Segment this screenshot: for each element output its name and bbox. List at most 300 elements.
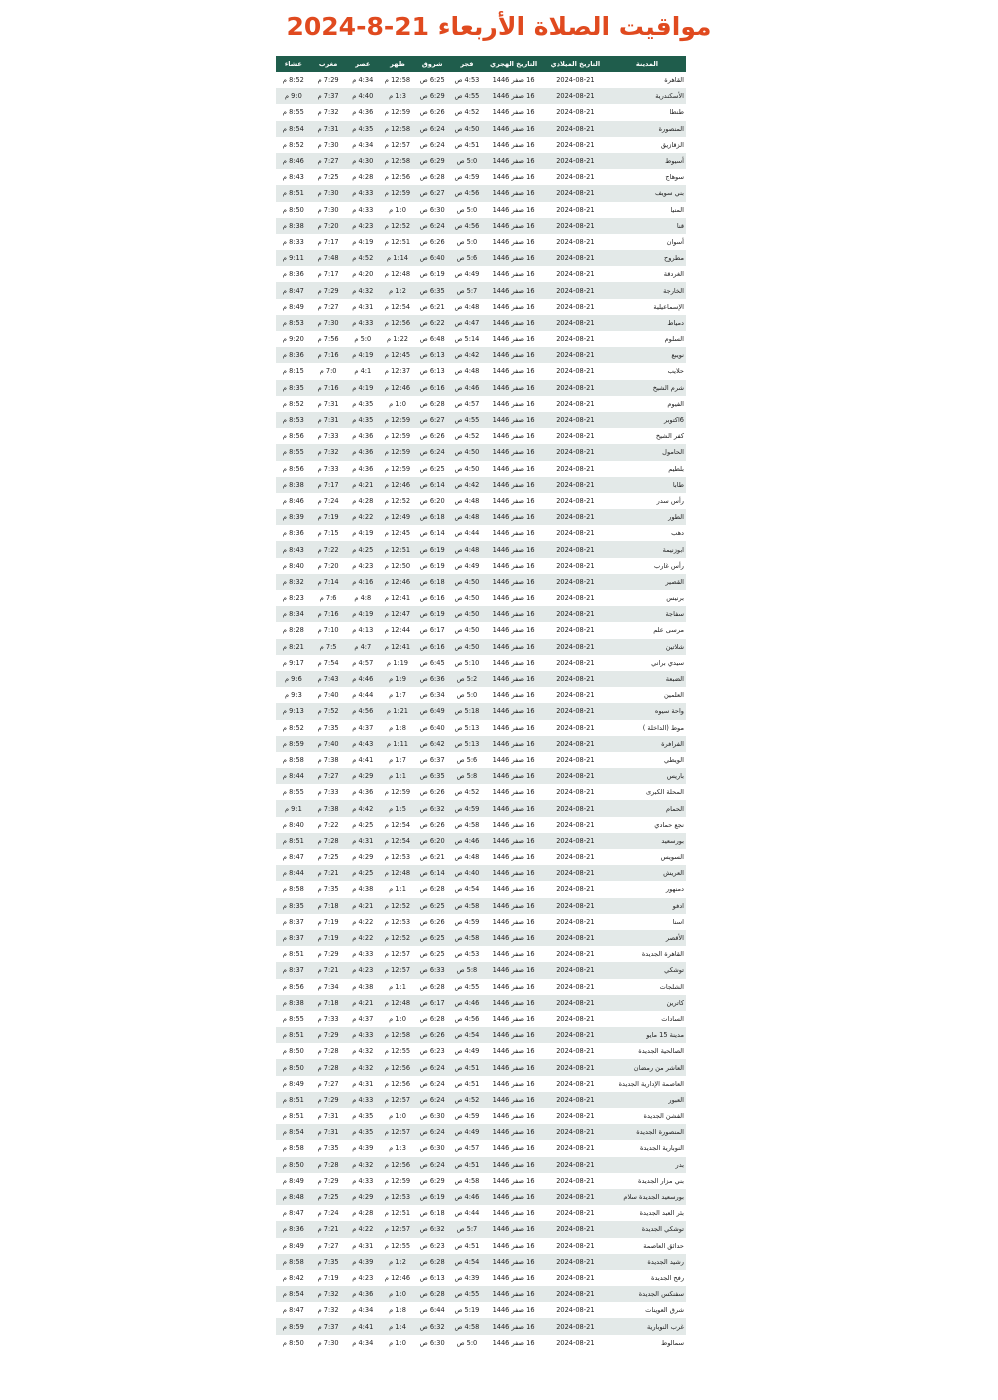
gregorian-date-cell: 2024-08-21 bbox=[543, 299, 608, 315]
maghrib-cell: 7:35 م bbox=[311, 1254, 346, 1270]
dhuhr-cell: 1:14 م bbox=[380, 250, 415, 266]
fajr-cell: 4:40 ص bbox=[450, 865, 485, 881]
hijri-date-cell: 16 صفر 1446 bbox=[484, 865, 543, 881]
table-row bbox=[276, 622, 686, 638]
isha-cell: 8:50 م bbox=[276, 1043, 311, 1059]
maghrib-cell: 7:35 م bbox=[311, 720, 346, 736]
fajr-cell: 4:59 ص bbox=[450, 1108, 485, 1124]
gregorian-date-cell: 2024-08-21 bbox=[543, 914, 608, 930]
gregorian-date-cell: 2024-08-21 bbox=[543, 1221, 608, 1237]
isha-cell: 8:36 م bbox=[276, 266, 311, 282]
hijri-date-cell: 16 صفر 1446 bbox=[484, 1221, 543, 1237]
header-fajr: فجر bbox=[450, 56, 485, 72]
hijri-date-cell: 16 صفر 1446 bbox=[484, 639, 543, 655]
sunrise-cell: 6:24 ص bbox=[415, 218, 450, 234]
asr-cell: 4:32 م bbox=[345, 282, 380, 298]
hijri-date-cell: 16 صفر 1446 bbox=[484, 849, 543, 865]
sunrise-cell: 6:24 ص bbox=[415, 1076, 450, 1092]
dhuhr-cell: 12:41 م bbox=[380, 639, 415, 655]
hijri-date-cell: 16 صفر 1446 bbox=[484, 1157, 543, 1173]
maghrib-cell: 7:31 م bbox=[311, 412, 346, 428]
city-cell: كفر الشيخ bbox=[608, 428, 686, 444]
maghrib-cell: 7:21 م bbox=[311, 962, 346, 978]
fajr-cell: 4:58 ص bbox=[450, 817, 485, 833]
asr-cell: 4:31 م bbox=[345, 1238, 380, 1254]
table-row bbox=[276, 590, 686, 606]
gregorian-date-cell: 2024-08-21 bbox=[543, 153, 608, 169]
dhuhr-cell: 1:8 م bbox=[380, 1302, 415, 1318]
fajr-cell: 4:46 ص bbox=[450, 380, 485, 396]
asr-cell: 4:33 م bbox=[345, 946, 380, 962]
hijri-date-cell: 16 صفر 1446 bbox=[484, 202, 543, 218]
fajr-cell: 5:14 ص bbox=[450, 331, 485, 347]
city-cell: توشكي الجديدة bbox=[608, 1221, 686, 1237]
table-row bbox=[276, 396, 686, 412]
maghrib-cell: 7:32 م bbox=[311, 104, 346, 120]
table-row bbox=[276, 331, 686, 347]
maghrib-cell: 7:31 م bbox=[311, 121, 346, 137]
fajr-cell: 4:39 ص bbox=[450, 1270, 485, 1286]
table-row bbox=[276, 865, 686, 881]
fajr-cell: 4:55 ص bbox=[450, 1286, 485, 1302]
fajr-cell: 4:58 ص bbox=[450, 930, 485, 946]
dhuhr-cell: 12:59 م bbox=[380, 185, 415, 201]
sunrise-cell: 6:28 ص bbox=[415, 1286, 450, 1302]
fajr-cell: 4:58 ص bbox=[450, 1173, 485, 1189]
dhuhr-cell: 12:56 م bbox=[380, 1076, 415, 1092]
sunrise-cell: 6:26 ص bbox=[415, 428, 450, 444]
maghrib-cell: 7:31 م bbox=[311, 396, 346, 412]
header-hijri-date: التاريخ الهجري bbox=[484, 56, 543, 72]
hijri-date-cell: 16 صفر 1446 bbox=[484, 88, 543, 104]
asr-cell: 4:28 م bbox=[345, 1205, 380, 1221]
hijri-date-cell: 16 صفر 1446 bbox=[484, 946, 543, 962]
asr-cell: 4:25 م bbox=[345, 817, 380, 833]
fajr-cell: 4:56 ص bbox=[450, 218, 485, 234]
fajr-cell: 5:19 ص bbox=[450, 1302, 485, 1318]
maghrib-cell: 7:17 م bbox=[311, 266, 346, 282]
dhuhr-cell: 12:59 م bbox=[380, 444, 415, 460]
asr-cell: 4:41 م bbox=[345, 752, 380, 768]
dhuhr-cell: 1:2 م bbox=[380, 282, 415, 298]
fajr-cell: 4:46 ص bbox=[450, 833, 485, 849]
isha-cell: 9:17 م bbox=[276, 655, 311, 671]
hijri-date-cell: 16 صفر 1446 bbox=[484, 784, 543, 800]
fajr-cell: 4:51 ص bbox=[450, 1076, 485, 1092]
maghrib-cell: 7:37 م bbox=[311, 88, 346, 104]
fajr-cell: 4:55 ص bbox=[450, 979, 485, 995]
maghrib-cell: 7:5 م bbox=[311, 639, 346, 655]
city-cell: الشلجات bbox=[608, 979, 686, 995]
table-row bbox=[276, 72, 686, 88]
fajr-cell: 5:13 ص bbox=[450, 736, 485, 752]
isha-cell: 9:1 م bbox=[276, 800, 311, 816]
maghrib-cell: 7:27 م bbox=[311, 768, 346, 784]
maghrib-cell: 7:21 م bbox=[311, 1221, 346, 1237]
asr-cell: 4:1 م bbox=[345, 363, 380, 379]
dhuhr-cell: 12:53 م bbox=[380, 1189, 415, 1205]
sunrise-cell: 6:22 ص bbox=[415, 315, 450, 331]
fajr-cell: 5:0 ص bbox=[450, 153, 485, 169]
hijri-date-cell: 16 صفر 1446 bbox=[484, 461, 543, 477]
isha-cell: 8:52 م bbox=[276, 137, 311, 153]
gregorian-date-cell: 2024-08-21 bbox=[543, 525, 608, 541]
asr-cell: 4:25 م bbox=[345, 541, 380, 557]
table-row bbox=[276, 315, 686, 331]
city-cell: القصير bbox=[608, 574, 686, 590]
isha-cell: 8:44 م bbox=[276, 865, 311, 881]
isha-cell: 8:42 م bbox=[276, 1270, 311, 1286]
dhuhr-cell: 1:7 م bbox=[380, 687, 415, 703]
dhuhr-cell: 12:54 م bbox=[380, 833, 415, 849]
city-cell: بئر العبد الجديدة bbox=[608, 1205, 686, 1221]
dhuhr-cell: 12:46 م bbox=[380, 380, 415, 396]
hijri-date-cell: 16 صفر 1446 bbox=[484, 525, 543, 541]
maghrib-cell: 7:35 م bbox=[311, 1140, 346, 1156]
sunrise-cell: 6:36 ص bbox=[415, 671, 450, 687]
city-cell: أسيوط bbox=[608, 153, 686, 169]
dhuhr-cell: 1:22 م bbox=[380, 331, 415, 347]
hijri-date-cell: 16 صفر 1446 bbox=[484, 606, 543, 622]
maghrib-cell: 7:25 م bbox=[311, 1189, 346, 1205]
table-row bbox=[276, 509, 686, 525]
asr-cell: 4:28 م bbox=[345, 169, 380, 185]
city-cell: الضبعة bbox=[608, 671, 686, 687]
asr-cell: 4:31 م bbox=[345, 1076, 380, 1092]
sunrise-cell: 6:49 ص bbox=[415, 703, 450, 719]
table-row bbox=[276, 784, 686, 800]
dhuhr-cell: 12:47 م bbox=[380, 606, 415, 622]
isha-cell: 9:11 م bbox=[276, 250, 311, 266]
maghrib-cell: 7:27 م bbox=[311, 153, 346, 169]
city-cell: باريس bbox=[608, 768, 686, 784]
table-row bbox=[276, 250, 686, 266]
table-row bbox=[276, 1011, 686, 1027]
city-cell: واحة سيوه bbox=[608, 703, 686, 719]
isha-cell: 8:47 م bbox=[276, 282, 311, 298]
city-cell: الفرافرة bbox=[608, 736, 686, 752]
prayer-times-table bbox=[276, 56, 686, 1351]
city-cell: المنصورة bbox=[608, 121, 686, 137]
fajr-cell: 4:51 ص bbox=[450, 137, 485, 153]
gregorian-date-cell: 2024-08-21 bbox=[543, 1254, 608, 1270]
sunrise-cell: 6:30 ص bbox=[415, 1140, 450, 1156]
asr-cell: 4:19 م bbox=[345, 606, 380, 622]
city-cell: الأقصر bbox=[608, 930, 686, 946]
asr-cell: 4:34 م bbox=[345, 1335, 380, 1351]
fajr-cell: 4:58 ص bbox=[450, 898, 485, 914]
maghrib-cell: 7:28 م bbox=[311, 1043, 346, 1059]
table-row bbox=[276, 493, 686, 509]
gregorian-date-cell: 2024-08-21 bbox=[543, 88, 608, 104]
fajr-cell: 4:59 ص bbox=[450, 914, 485, 930]
city-cell: النوبارية الجديدة bbox=[608, 1140, 686, 1156]
fajr-cell: 4:50 ص bbox=[450, 606, 485, 622]
table-row bbox=[276, 946, 686, 962]
gregorian-date-cell: 2024-08-21 bbox=[543, 104, 608, 120]
fajr-cell: 4:44 ص bbox=[450, 1205, 485, 1221]
isha-cell: 8:51 م bbox=[276, 833, 311, 849]
fajr-cell: 5:18 ص bbox=[450, 703, 485, 719]
city-cell: حدائق العاصمة bbox=[608, 1238, 686, 1254]
dhuhr-cell: 12:57 م bbox=[380, 1221, 415, 1237]
gregorian-date-cell: 2024-08-21 bbox=[543, 396, 608, 412]
fajr-cell: 4:50 ص bbox=[450, 121, 485, 137]
sunrise-cell: 6:35 ص bbox=[415, 282, 450, 298]
table-row bbox=[276, 477, 686, 493]
city-cell: طنطا bbox=[608, 104, 686, 120]
gregorian-date-cell: 2024-08-21 bbox=[543, 1173, 608, 1189]
city-cell: الطور bbox=[608, 509, 686, 525]
table-row bbox=[276, 104, 686, 120]
gregorian-date-cell: 2024-08-21 bbox=[543, 606, 608, 622]
dhuhr-cell: 12:41 م bbox=[380, 590, 415, 606]
asr-cell: 4:20 م bbox=[345, 266, 380, 282]
fajr-cell: 4:42 ص bbox=[450, 477, 485, 493]
asr-cell: 4:13 م bbox=[345, 622, 380, 638]
asr-cell: 4:57 م bbox=[345, 655, 380, 671]
gregorian-date-cell: 2024-08-21 bbox=[543, 574, 608, 590]
isha-cell: 8:15 م bbox=[276, 363, 311, 379]
city-cell: الحامول bbox=[608, 444, 686, 460]
sunrise-cell: 6:42 ص bbox=[415, 736, 450, 752]
maghrib-cell: 7:16 م bbox=[311, 606, 346, 622]
dhuhr-cell: 12:55 م bbox=[380, 1043, 415, 1059]
maghrib-cell: 7:21 م bbox=[311, 865, 346, 881]
sunrise-cell: 6:28 ص bbox=[415, 881, 450, 897]
fajr-cell: 4:56 ص bbox=[450, 1011, 485, 1027]
maghrib-cell: 7:35 م bbox=[311, 881, 346, 897]
table-row bbox=[276, 1302, 686, 1318]
dhuhr-cell: 12:48 م bbox=[380, 865, 415, 881]
asr-cell: 4:37 م bbox=[345, 720, 380, 736]
dhuhr-cell: 12:46 م bbox=[380, 477, 415, 493]
isha-cell: 8:53 م bbox=[276, 315, 311, 331]
gregorian-date-cell: 2024-08-21 bbox=[543, 703, 608, 719]
city-cell: الحمام bbox=[608, 800, 686, 816]
gregorian-date-cell: 2024-08-21 bbox=[543, 1335, 608, 1351]
maghrib-cell: 7:40 م bbox=[311, 687, 346, 703]
fajr-cell: 5:0 ص bbox=[450, 234, 485, 250]
sunrise-cell: 6:32 ص bbox=[415, 800, 450, 816]
table-row bbox=[276, 606, 686, 622]
city-cell: السلوم bbox=[608, 331, 686, 347]
dhuhr-cell: 12:58 م bbox=[380, 72, 415, 88]
sunrise-cell: 6:24 ص bbox=[415, 121, 450, 137]
isha-cell: 8:58 م bbox=[276, 752, 311, 768]
asr-cell: 4:44 م bbox=[345, 687, 380, 703]
asr-cell: 4:22 م bbox=[345, 914, 380, 930]
table-row bbox=[276, 720, 686, 736]
gregorian-date-cell: 2024-08-21 bbox=[543, 655, 608, 671]
gregorian-date-cell: 2024-08-21 bbox=[543, 849, 608, 865]
fajr-cell: 5:8 ص bbox=[450, 962, 485, 978]
isha-cell: 9:13 م bbox=[276, 703, 311, 719]
city-cell: سوهاج bbox=[608, 169, 686, 185]
hijri-date-cell: 16 صفر 1446 bbox=[484, 380, 543, 396]
fajr-cell: 4:51 ص bbox=[450, 1059, 485, 1075]
city-cell: توشكي bbox=[608, 962, 686, 978]
gregorian-date-cell: 2024-08-21 bbox=[543, 590, 608, 606]
hijri-date-cell: 16 صفر 1446 bbox=[484, 1059, 543, 1075]
city-cell: القاهرة bbox=[608, 72, 686, 88]
fajr-cell: 4:46 ص bbox=[450, 1189, 485, 1205]
page-title: مواقيت الصلاة الأربعاء 21-8-2024 bbox=[286, 12, 712, 41]
fajr-cell: 4:59 ص bbox=[450, 169, 485, 185]
fajr-cell: 4:50 ص bbox=[450, 574, 485, 590]
sunrise-cell: 6:40 ص bbox=[415, 250, 450, 266]
hijri-date-cell: 16 صفر 1446 bbox=[484, 396, 543, 412]
fajr-cell: 4:48 ص bbox=[450, 509, 485, 525]
isha-cell: 8:39 م bbox=[276, 509, 311, 525]
hijri-date-cell: 16 صفر 1446 bbox=[484, 72, 543, 88]
dhuhr-cell: 12:54 م bbox=[380, 817, 415, 833]
hijri-date-cell: 16 صفر 1446 bbox=[484, 590, 543, 606]
table-row bbox=[276, 736, 686, 752]
isha-cell: 8:47 م bbox=[276, 1302, 311, 1318]
asr-cell: 4:21 م bbox=[345, 995, 380, 1011]
city-cell: السويس bbox=[608, 849, 686, 865]
sunrise-cell: 6:17 ص bbox=[415, 995, 450, 1011]
table-row bbox=[276, 1157, 686, 1173]
dhuhr-cell: 12:58 م bbox=[380, 1027, 415, 1043]
hijri-date-cell: 16 صفر 1446 bbox=[484, 800, 543, 816]
asr-cell: 4:22 م bbox=[345, 509, 380, 525]
gregorian-date-cell: 2024-08-21 bbox=[543, 736, 608, 752]
city-cell: الإسماعيلية bbox=[608, 299, 686, 315]
gregorian-date-cell: 2024-08-21 bbox=[543, 1318, 608, 1334]
gregorian-date-cell: 2024-08-21 bbox=[543, 817, 608, 833]
header-asr: عصر bbox=[345, 56, 380, 72]
sunrise-cell: 6:14 ص bbox=[415, 525, 450, 541]
table-body bbox=[276, 72, 686, 1351]
maghrib-cell: 7:19 م bbox=[311, 1270, 346, 1286]
fajr-cell: 4:52 ص bbox=[450, 104, 485, 120]
isha-cell: 8:58 م bbox=[276, 881, 311, 897]
asr-cell: 4:36 م bbox=[345, 428, 380, 444]
sunrise-cell: 6:26 ص bbox=[415, 1027, 450, 1043]
asr-cell: 4:35 م bbox=[345, 412, 380, 428]
dhuhr-cell: 12:45 م bbox=[380, 347, 415, 363]
dhuhr-cell: 1:1 م bbox=[380, 979, 415, 995]
maghrib-cell: 7:20 م bbox=[311, 558, 346, 574]
gregorian-date-cell: 2024-08-21 bbox=[543, 509, 608, 525]
hijri-date-cell: 16 صفر 1446 bbox=[484, 1189, 543, 1205]
hijri-date-cell: 16 صفر 1446 bbox=[484, 121, 543, 137]
table-row bbox=[276, 881, 686, 897]
isha-cell: 8:44 م bbox=[276, 768, 311, 784]
city-cell: قنا bbox=[608, 218, 686, 234]
sunrise-cell: 6:27 ص bbox=[415, 412, 450, 428]
fajr-cell: 4:50 ص bbox=[450, 461, 485, 477]
dhuhr-cell: 1:8 م bbox=[380, 720, 415, 736]
fajr-cell: 4:53 ص bbox=[450, 72, 485, 88]
maghrib-cell: 7:33 م bbox=[311, 428, 346, 444]
fajr-cell: 4:54 ص bbox=[450, 1254, 485, 1270]
dhuhr-cell: 12:57 م bbox=[380, 1124, 415, 1140]
asr-cell: 4:36 م bbox=[345, 784, 380, 800]
gregorian-date-cell: 2024-08-21 bbox=[543, 1108, 608, 1124]
table-row bbox=[276, 703, 686, 719]
hijri-date-cell: 16 صفر 1446 bbox=[484, 153, 543, 169]
dhuhr-cell: 1:19 م bbox=[380, 655, 415, 671]
maghrib-cell: 7:17 م bbox=[311, 234, 346, 250]
fajr-cell: 5:8 ص bbox=[450, 768, 485, 784]
maghrib-cell: 7:30 م bbox=[311, 202, 346, 218]
table-row bbox=[276, 1238, 686, 1254]
hijri-date-cell: 16 صفر 1446 bbox=[484, 104, 543, 120]
sunrise-cell: 6:24 ص bbox=[415, 1157, 450, 1173]
sunrise-cell: 6:25 ص bbox=[415, 946, 450, 962]
asr-cell: 4:16 م bbox=[345, 574, 380, 590]
asr-cell: 4:25 م bbox=[345, 865, 380, 881]
table-row bbox=[276, 687, 686, 703]
sunrise-cell: 6:24 ص bbox=[415, 444, 450, 460]
city-cell: كاترين bbox=[608, 995, 686, 1011]
city-cell: المحلة الكبرى bbox=[608, 784, 686, 800]
city-cell: شرق العوينات bbox=[608, 1302, 686, 1318]
dhuhr-cell: 1:0 م bbox=[380, 1108, 415, 1124]
sunrise-cell: 6:28 ص bbox=[415, 979, 450, 995]
sunrise-cell: 6:19 ص bbox=[415, 558, 450, 574]
hijri-date-cell: 16 صفر 1446 bbox=[484, 169, 543, 185]
gregorian-date-cell: 2024-08-21 bbox=[543, 800, 608, 816]
sunrise-cell: 6:16 ص bbox=[415, 590, 450, 606]
fajr-cell: 4:48 ص bbox=[450, 849, 485, 865]
city-cell: سيدي براني bbox=[608, 655, 686, 671]
dhuhr-cell: 12:56 م bbox=[380, 315, 415, 331]
maghrib-cell: 7:24 م bbox=[311, 493, 346, 509]
isha-cell: 8:49 م bbox=[276, 1238, 311, 1254]
hijri-date-cell: 16 صفر 1446 bbox=[484, 412, 543, 428]
fajr-cell: 4:49 ص bbox=[450, 266, 485, 282]
isha-cell: 9:3 م bbox=[276, 687, 311, 703]
gregorian-date-cell: 2024-08-21 bbox=[543, 995, 608, 1011]
fajr-cell: 4:52 ص bbox=[450, 1092, 485, 1108]
gregorian-date-cell: 2024-08-21 bbox=[543, 541, 608, 557]
isha-cell: 8:38 م bbox=[276, 477, 311, 493]
isha-cell: 8:51 م bbox=[276, 946, 311, 962]
asr-cell: 4:56 م bbox=[345, 703, 380, 719]
fajr-cell: 4:57 ص bbox=[450, 396, 485, 412]
gregorian-date-cell: 2024-08-21 bbox=[543, 121, 608, 137]
city-cell: دمياط bbox=[608, 315, 686, 331]
city-cell: رأس غارب bbox=[608, 558, 686, 574]
maghrib-cell: 7:16 م bbox=[311, 380, 346, 396]
dhuhr-cell: 12:56 م bbox=[380, 1059, 415, 1075]
maghrib-cell: 7:27 م bbox=[311, 1238, 346, 1254]
maghrib-cell: 7:25 م bbox=[311, 849, 346, 865]
maghrib-cell: 7:19 م bbox=[311, 914, 346, 930]
hijri-date-cell: 16 صفر 1446 bbox=[484, 299, 543, 315]
isha-cell: 8:55 م bbox=[276, 1011, 311, 1027]
maghrib-cell: 7:24 م bbox=[311, 1205, 346, 1221]
maghrib-cell: 7:31 م bbox=[311, 1124, 346, 1140]
asr-cell: 4:32 م bbox=[345, 1157, 380, 1173]
isha-cell: 8:47 م bbox=[276, 849, 311, 865]
fajr-cell: 4:57 ص bbox=[450, 1140, 485, 1156]
city-cell: ابوزنيمة bbox=[608, 541, 686, 557]
hijri-date-cell: 16 صفر 1446 bbox=[484, 1205, 543, 1221]
maghrib-cell: 7:20 م bbox=[311, 218, 346, 234]
city-cell: حلايب bbox=[608, 363, 686, 379]
sunrise-cell: 6:30 ص bbox=[415, 202, 450, 218]
header-maghrib: مغرب bbox=[311, 56, 346, 72]
asr-cell: 4:19 م bbox=[345, 347, 380, 363]
dhuhr-cell: 1:3 م bbox=[380, 88, 415, 104]
fajr-cell: 4:44 ص bbox=[450, 525, 485, 541]
sunrise-cell: 6:16 ص bbox=[415, 639, 450, 655]
